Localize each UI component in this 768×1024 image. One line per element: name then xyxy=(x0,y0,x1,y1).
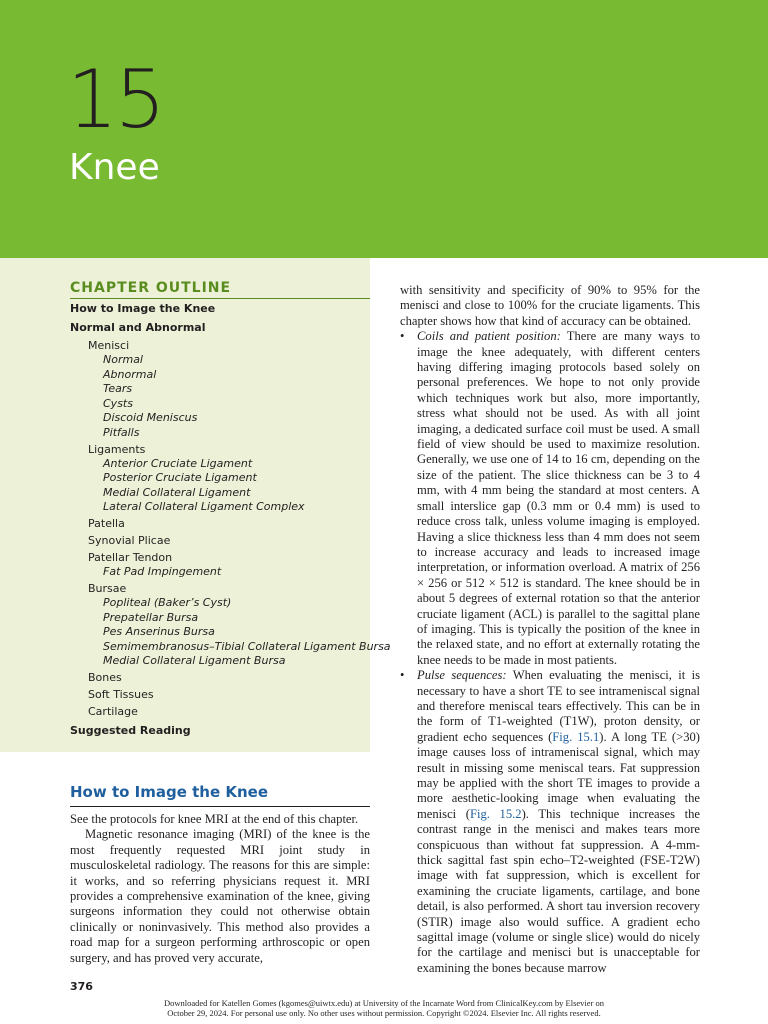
figure-link[interactable]: Fig. 15.2 xyxy=(469,806,522,821)
outline-item[interactable]: How to Image the Knee xyxy=(70,302,216,315)
outline-item[interactable]: Medial Collateral Ligament Bursa xyxy=(103,654,286,667)
bullet-label: Pulse sequences: xyxy=(417,668,507,683)
outline-item[interactable]: Normal xyxy=(103,353,143,366)
footer-line: October 29, 2024. For personal use only. No other uses without permission. Copyright ©2024. Elsevier Inc. All rights reserved. xyxy=(167,1008,601,1018)
body-paragraph: See the protocols for knee MRI at the end of this chapter. xyxy=(70,812,359,826)
bullet-label: Coils and patient position: xyxy=(417,329,561,344)
outline-item[interactable]: Popliteal (Baker’s Cyst) xyxy=(103,596,232,609)
outline-item[interactable]: Cysts xyxy=(103,397,133,410)
outline-item[interactable]: Suggested Reading xyxy=(70,724,191,737)
outline-item[interactable]: Soft Tissues xyxy=(88,688,154,701)
body-paragraph: with sensitivity and specificity of 90% to 95% for the menisci and close to 100% for the cruciate ligaments. This chapter shows how that kind of accuracy can be obtained. xyxy=(400,283,700,328)
outline-item[interactable]: Menisci xyxy=(88,339,130,352)
chapter-number: 15 xyxy=(67,53,163,146)
bullet-text: There are many ways to image the knee adequately, with different centers having differing imaging protocols based solely on personal preferences. We hope to not only provide which techniques work but also, more importantly, stress what should not be used. As with all joint imaging, a dedicated surface coil must be used. A small field of view should be used to maximize resolution. Generally, we use one of 14 to 16 cm, depending on the size of the patient. The slice thickness can be 3 to 4 mm, with 4 mm being the standard at most centers. A small interslice gap (0.3 mm or 0.4 mm) is used to reduce cross talk, unless volume imaging is employed. Having a slice thickness less than 4 mm does not seem to increase accuracy and leads to increased image interpretation, or information overload. A matrix of 256 × 256 or 512 × 512 is standard. The knee should be in about 5 degrees of external rotation so that the anterior cruciate ligament (ACL) is parallel to the sagittal plane of imaging. This is typically the position of the knee in the relaxed state, and no effort at externally rotating the knee needs to be made in most patients. xyxy=(417,329,700,667)
outline-item[interactable]: Patella xyxy=(88,517,125,530)
figure-link[interactable]: Fig. 15.1 xyxy=(552,729,600,744)
body-paragraph: Magnetic resonance imaging (MRI) of the knee is the most frequently requested MRI joint study in musculoskeletal radiology. The reasons for this are simple: it works, and so referring physicians request it. MRI provides a comprehensive examination of the knee, giving surgeons information they could not otherwise obtain clinically or noninvasively. This method also provides a road map for a surgeon performing arthroscopic or open surgery, and has proved very accurate, xyxy=(70,827,370,965)
outline-item[interactable]: Prepatellar Bursa xyxy=(103,611,199,624)
bullet-icon: • xyxy=(400,668,405,683)
outline-item[interactable]: Bursae xyxy=(88,582,127,595)
bullet-item-coils xyxy=(400,329,700,668)
footer-line: Downloaded for Katellen Gomes (kgomes@uiwtx.edu) at University of the Incarnate Word from ClinicalKey.com by Elsevier on xyxy=(163,998,605,1008)
outline-item[interactable]: Abnormal xyxy=(103,368,157,381)
outline-item[interactable]: Anterior Cruciate Ligament xyxy=(103,457,253,470)
bullet-text: ). A long TE (>30) image causes loss of intrameniscal signal, which may result in missing some meniscal tears. Fat suppression may be applied with the short TE images to provide a more aesthetic-looking image when evaluating the menisci ( xyxy=(417,729,700,821)
bullet-icon: • xyxy=(400,329,405,344)
outline-item[interactable]: Cartilage xyxy=(88,705,138,718)
outline-item[interactable]: Pes Anserinus Bursa xyxy=(103,625,215,638)
outline-item[interactable]: Medial Collateral Ligament xyxy=(103,486,251,499)
bullet-text: When evaluating the menisci, it is necessary to have a short TE to see intrameniscal signal and therefore meniscal tears effectively. This can be in the form of T1-weighted (T1W), proton density, or gradient echo sequences ( xyxy=(417,668,701,744)
section-divider xyxy=(70,806,370,807)
outline-item[interactable]: Lateral Collateral Ligament Complex xyxy=(103,500,305,513)
left-column-text xyxy=(70,812,370,966)
outline-item[interactable]: Tears xyxy=(103,382,133,395)
chapter-outline-heading: CHAPTER OUTLINE xyxy=(70,280,232,296)
outline-item[interactable]: Bones xyxy=(88,671,122,684)
section-heading: How to Image the Knee xyxy=(70,783,268,801)
outline-item[interactable]: Pitfalls xyxy=(103,426,140,439)
bullet-text: ). This technique increases the contrast range in the menisci and makes tears more conspicuous than without fat suppression. A 4-mm-thick sagittal fast spin echo–T2-weighted (FSE-T2W) image with fat suppression, which is excellent for examining the cruciate ligaments, cartilage, and bone detail, is also performed. A short tau inversion recovery (STIR) image also would suffice. A gradient echo sagittal image (volume or single slice) would do nicely for the cartilage and menisci but is unacceptable for examining the bones because marrow xyxy=(417,806,701,975)
download-footer xyxy=(0,998,768,1018)
outline-item[interactable]: Normal and Abnormal xyxy=(70,321,206,334)
outline-item[interactable]: Posterior Cruciate Ligament xyxy=(103,471,257,484)
outline-item[interactable]: Ligaments xyxy=(88,443,146,456)
chapter-title: Knee xyxy=(69,147,160,188)
page-number: 376 xyxy=(70,980,93,993)
outline-item[interactable]: Synovial Plicae xyxy=(88,534,171,547)
outline-item[interactable]: Discoid Meniscus xyxy=(103,411,198,424)
outline-item[interactable]: Patellar Tendon xyxy=(88,551,173,564)
bullet-item-pulse-sequences xyxy=(400,668,700,976)
outline-item[interactable]: Fat Pad Impingement xyxy=(103,565,222,578)
right-column-text xyxy=(400,283,700,976)
outline-item[interactable]: Semimembranosus–Tibial Collateral Ligament Bursa xyxy=(103,640,391,653)
outline-divider xyxy=(70,298,370,299)
